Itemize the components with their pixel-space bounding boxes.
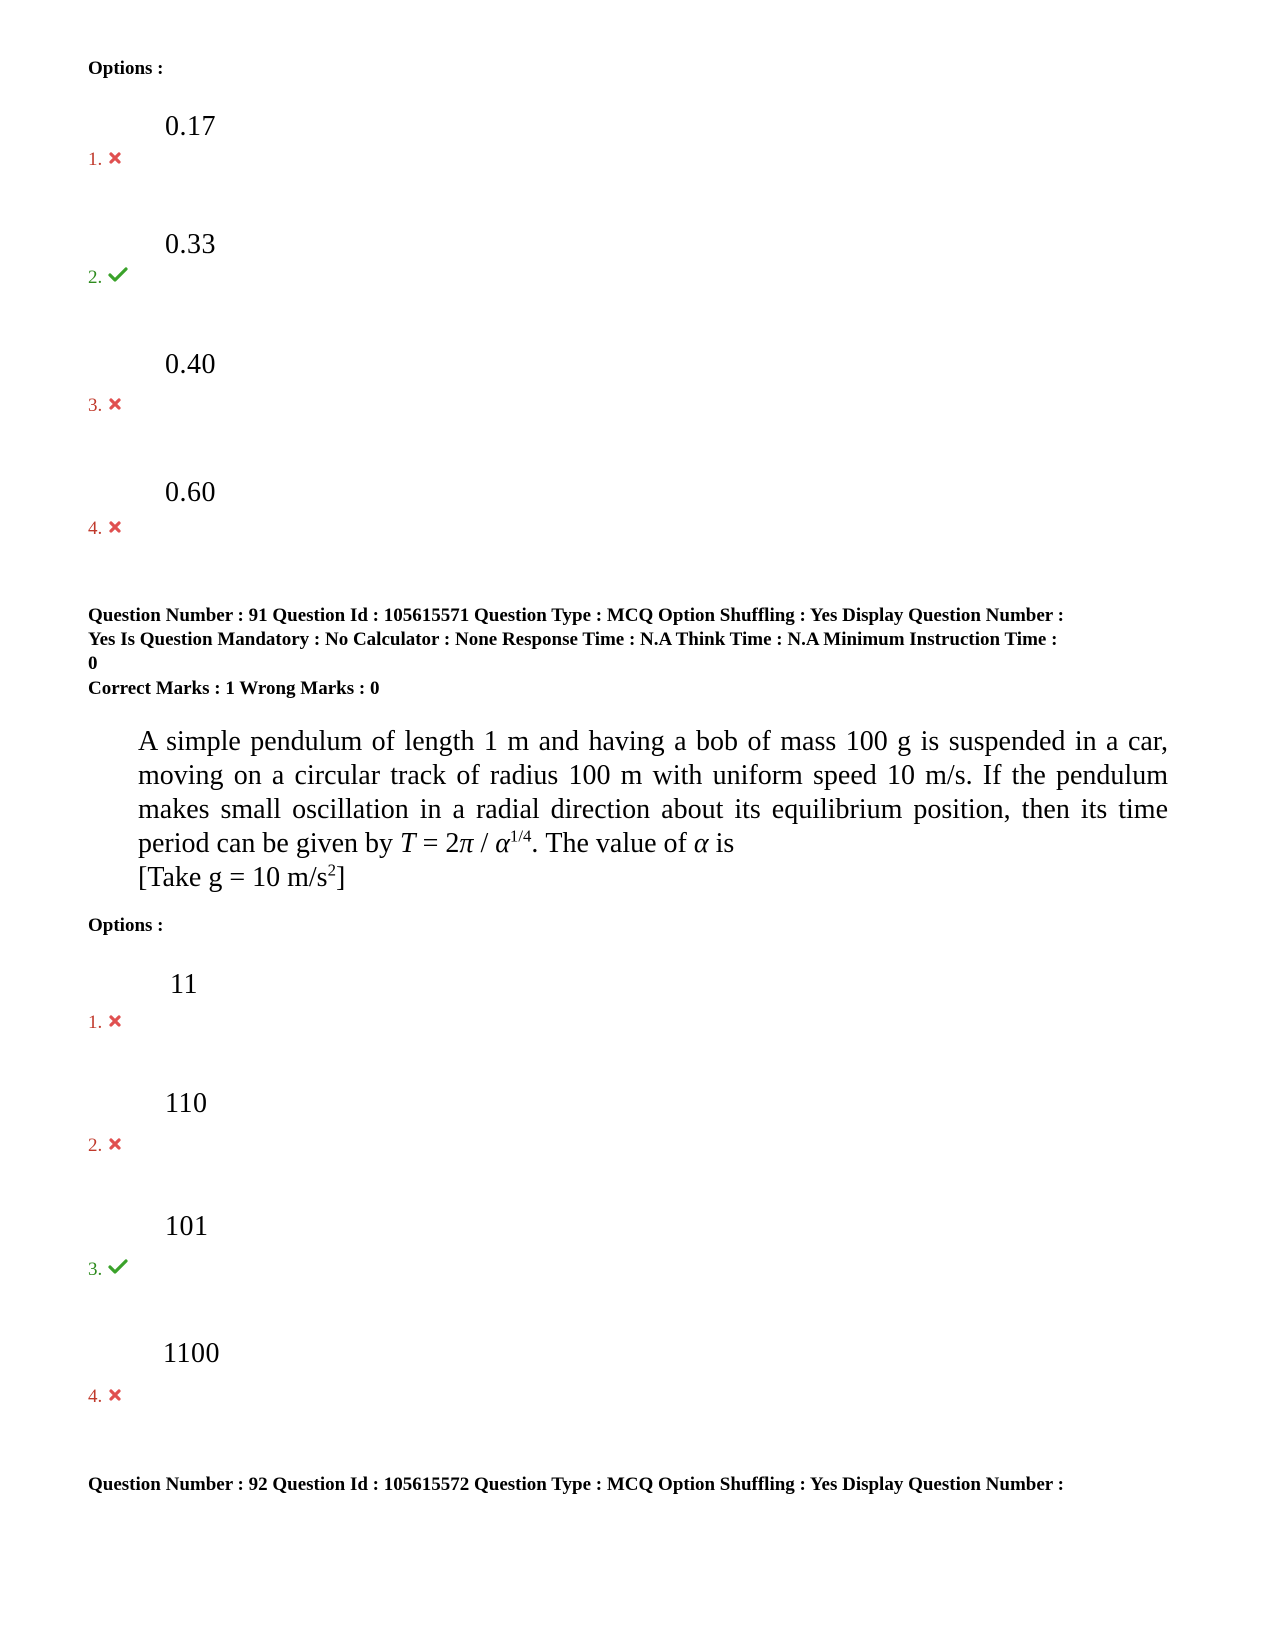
cross-icon [108,395,122,417]
question-text-part: A simple pendulum of length 1 m and having a bob of mass 100 g is suspended in a car, moving on a circular track of radius 100 m with uniform speed 10 m/s. If the pendulum makes small oscillation in a radial direction about its equilibrium position, then its time period can be given by [138,726,1168,859]
option-number-label: 3. [88,395,103,416]
option-value: 0.33 [165,229,216,260]
option-value: 110 [165,1088,208,1119]
check-icon [108,267,128,289]
formula-symbol: T [400,828,416,859]
option-number [88,1135,122,1157]
given-data-exponent: 2 [327,860,336,880]
question-text-part: is [708,828,735,859]
formula-symbol: α [693,828,709,859]
given-data-text: [Take g = 10 m/s [138,862,328,893]
metadata-line: Question Number : 92 Question Id : 105615572 Question Type : MCQ Option Shuffling : Yes Display Question Number : [88,1474,1064,1495]
metadata-line: 0 [88,653,98,674]
option-number-label: 1. [88,1012,103,1033]
option-value: 0.40 [165,349,216,380]
formula-exponent: 1/4 [509,826,532,846]
question-text [138,725,1168,895]
option-number-label: 2. [88,267,103,288]
metadata-line: Yes Is Question Mandatory : No Calculator : None Response Time : N.A Think Time : N.A Minimum Instruction Time : [88,629,1058,650]
given-data-text: ] [335,862,346,893]
metadata-line: Question Number : 91 Question Id : 105615571 Question Type : MCQ Option Shuffling : Yes Display Question Number : [88,605,1064,626]
cross-icon [108,1135,122,1157]
option-number-label: 4. [88,518,103,539]
option-value: 101 [165,1211,209,1242]
question-metadata [88,1473,1198,1497]
formula-symbol: α [495,828,510,859]
options-heading: Options : [88,58,164,79]
marks-info: Correct Marks : 1 Wrong Marks : 0 [88,678,380,699]
options-heading: Options : [88,915,164,936]
cross-icon [108,149,122,171]
option-number [88,1012,122,1034]
option-number-label: 3. [88,1259,103,1280]
given-data [138,861,1168,895]
option-number-label: 1. [88,149,103,170]
option-value: 1100 [163,1338,220,1369]
option-number [88,518,122,540]
cross-icon [108,1012,122,1034]
option-number-label: 2. [88,1135,103,1156]
formula-symbol: π [459,828,474,859]
option-number-label: 4. [88,1386,103,1407]
option-value: 0.17 [165,111,216,142]
formula-part: / [473,828,496,859]
option-number [88,395,122,417]
option-number [88,149,122,171]
question-metadata [88,604,1198,676]
option-number [88,267,128,289]
option-number [88,1386,122,1408]
cross-icon [108,518,122,540]
option-number [88,1259,128,1281]
formula-part: = 2 [415,828,460,859]
option-value: 0.60 [165,477,216,508]
question-text-part: . The value of [531,828,694,859]
option-value: 11 [170,969,198,1000]
cross-icon [108,1386,122,1408]
check-icon [108,1259,128,1281]
